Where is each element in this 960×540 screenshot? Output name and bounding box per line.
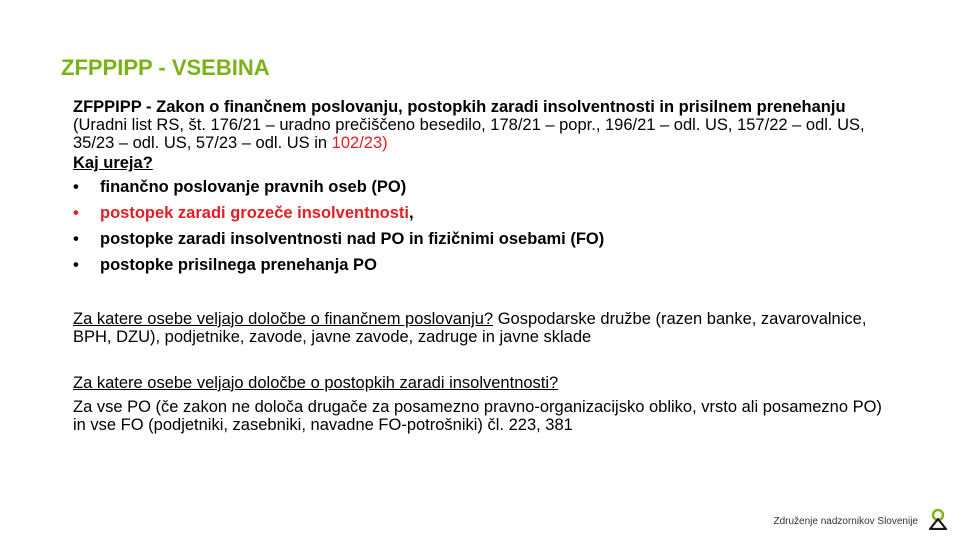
bullet-icon: • (73, 178, 79, 196)
slide-content (73, 98, 893, 434)
law-name: ZFPPIPP - Zakon o finančnem poslovanju, postopkih zaradi insolventnosti in prisilnem prenehanju (73, 98, 846, 116)
financial-scope-question: Za katere osebe veljajo določbe o finančnem poslovanju? (73, 310, 494, 328)
financial-scope-paragraph (73, 310, 893, 346)
section-heading: Kaj ureja? (73, 154, 153, 172)
list-item-text: postopke zaradi insolventnosti nad PO in fizičnimi osebami (FO) (100, 230, 605, 248)
footer-organization: Združenje nadzornikov Slovenije (773, 516, 918, 527)
list-item-text: postopek zaradi grozeče insolventnosti (100, 204, 409, 222)
list-item-text: postopke prisilnega prenehanja PO (100, 256, 377, 274)
law-references: (Uradni list RS, št. 176/21 – uradno prečiščeno besedilo, 178/21 – popr., 196/21 – odl. US, 157/22 – odl. US, 35/23 – odl. US, 57/23 – odl. US in (73, 116, 865, 152)
list-item (73, 204, 893, 230)
list-item-text: finančno poslovanje pravnih oseb (PO) (100, 178, 407, 196)
insolvency-scope-question: Za katere osebe veljajo določbe o postopkih zaradi insolventnosti? (73, 374, 559, 392)
list-item (73, 178, 893, 204)
list-item (73, 230, 893, 256)
slide-title: ZFPPIPP - VSEBINA (61, 55, 270, 80)
topic-list (73, 178, 893, 282)
triangle-logo-icon (928, 508, 948, 530)
financial-scope-answer: Gospodarske družbe (razen banke, zavarovalnice, BPH, DZU), podjetnike, zavode, javne zavode, zadruge in javne sklade (73, 310, 867, 346)
bullet-icon: • (73, 204, 79, 222)
intro-paragraph (73, 98, 893, 152)
law-reference-highlight: 102/23) (331, 134, 388, 152)
bullet-icon: • (73, 230, 79, 248)
list-item-suffix: , (408, 204, 414, 222)
insolvency-scope-answer: Za vse PO (če zakon ne določa drugače za posamezno pravno-organizacijsko obliko, vrsto ali posamezno PO) in vse FO (podjetniki, zasebniki, navadne FO-potrošniki) čl. 223, 381 (73, 398, 882, 434)
list-item (73, 256, 893, 282)
bullet-icon: • (73, 256, 79, 274)
